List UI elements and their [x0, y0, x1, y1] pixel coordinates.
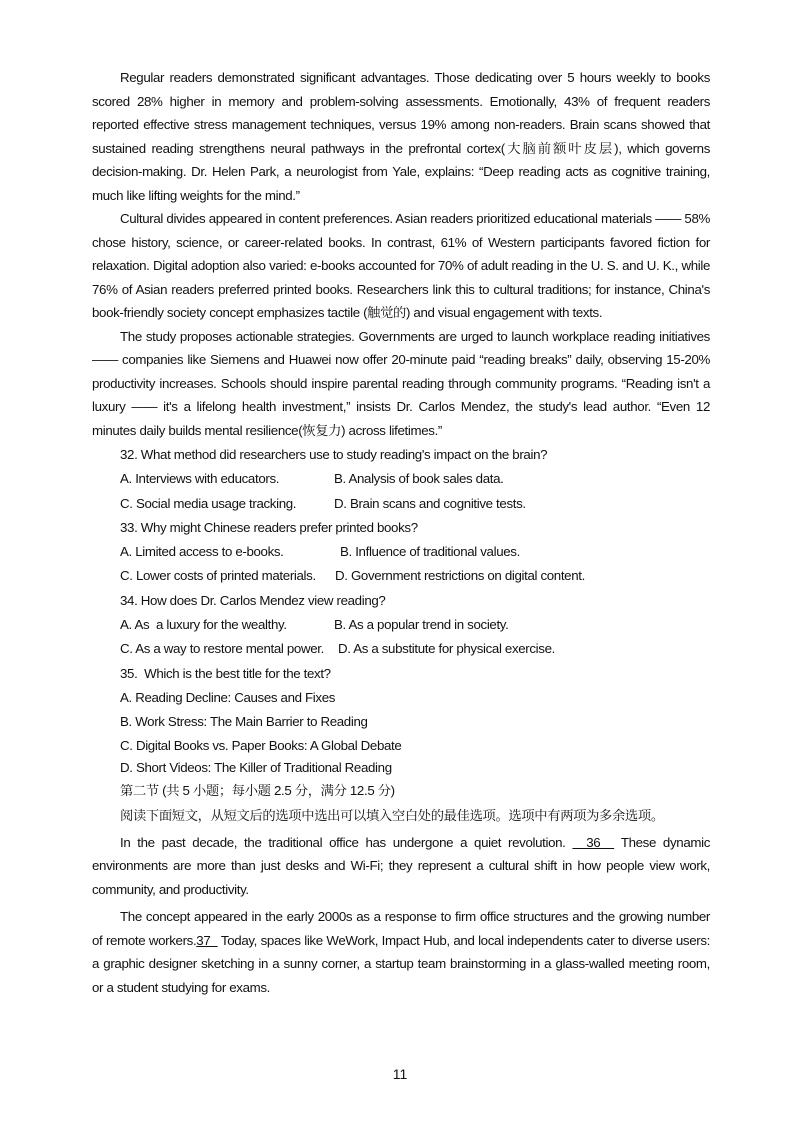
cloze-text: In the past decade, the traditional office has undergone a quiet revolution.	[120, 834, 573, 850]
option-a[interactable]: A. Reading Decline: Causes and Fixes	[120, 689, 336, 705]
option-row	[92, 637, 710, 661]
option-b[interactable]: B. Influence of traditional values.	[340, 544, 520, 560]
option-d[interactable]: D. Government restrictions on digital content.	[335, 568, 585, 584]
question-stem: 35. Which is the best title for the text?	[120, 665, 331, 681]
passage-paragraph: The study proposes actionable strategies. Governments are urged to launch workplace reading initiatives —— companies like Siemens and Huawei now offer 20-minute paid “reading breaks” daily, observing 15-20% productivity increases. Schools should inspire parental reading through community programs. “Reading isn't a luxury —— it's a lifelong health investment,” insists Dr. Carlos Mendez, the study's lead author. “Even 12 minutes daily builds mental resilience(恢复力) across lifetimes.”	[92, 328, 710, 438]
option-a[interactable]: A. Limited access to e-books.	[120, 544, 284, 560]
question-34	[92, 589, 710, 662]
option-b[interactable]: B. Work Stress: The Main Barrier to Reading	[120, 714, 368, 730]
question-32	[92, 443, 710, 516]
section-heading: 第二节 (共 5 小题；每小题 2.5 分，满分 12.5 分)	[120, 782, 395, 798]
option-row	[92, 613, 710, 637]
option-c[interactable]: C. Lower costs of printed materials.	[120, 568, 316, 584]
option-a[interactable]: A. As a luxury for the wealthy.	[120, 617, 287, 633]
option-row	[92, 564, 710, 588]
cloze-paragraph-2	[92, 905, 710, 999]
option-d[interactable]: D. As a substitute for physical exercise.	[338, 641, 555, 657]
cloze-paragraph-1	[92, 831, 710, 902]
option-a[interactable]: A. Interviews with educators.	[120, 471, 280, 487]
option-row	[92, 540, 710, 564]
blank-37[interactable]: 37	[196, 932, 218, 948]
option-b[interactable]: B. As a popular trend in society.	[334, 617, 509, 633]
blank-36[interactable]: 36	[572, 834, 615, 850]
question-stem: 32. What method did researchers use to study reading's impact on the brain?	[120, 447, 548, 462]
option-c[interactable]: C. Social media usage tracking.	[120, 495, 297, 511]
exam-page	[92, 66, 710, 999]
question-35	[92, 662, 710, 779]
cloze-text: The concept appeared in the early 2000s as a response to firm office structures and the growing number of remote workers.	[92, 909, 710, 948]
option-row	[92, 467, 710, 491]
passage-paragraph: Cultural divides appeared in content preferences. Asian readers prioritized educational materials —— 58% chose history, science, or career-related books. In contrast, 61% of Western participants favored fiction for relaxation. Digital adoption also varied: e-books accounted for 70% of adult reading in the U. S. and U. K., while 76% of Asian readers preferred printed books. Researchers link this to cultural traditions; for instance, China's book-friendly society concept emphasizes tactile (触觉的) and visual engagement with texts.	[92, 211, 710, 320]
cloze-text: Today, spaces like WeWork, Impact Hub, and local independents cater to diverse users: a graphic designer sketching in a sunny corner, a startup team brainstorming in a glass-walled meeting room, or a student studying for exams.	[92, 932, 710, 995]
question-33	[92, 516, 710, 589]
passage-paragraph: Regular readers demonstrated significant advantages. Those dedicating over 5 hours weekly to books scored 28% higher in memory and problem-solving assessments. Emotionally, 43% of frequent readers reported effective stress management techniques, versus 19% among non-readers. Brain scans showed that sustained reading strengthens neural pathways in the prefrontal cortex(大脑前额叶皮层), which governs decision-making. Dr. Helen Park, a neurologist from Yale, explains: “Deep reading acts as cognitive training, much like lifting weights for the mind.”	[92, 70, 710, 203]
option-d[interactable]: D. Brain scans and cognitive tests.	[334, 495, 526, 511]
option-d[interactable]: D. Short Videos: The Killer of Traditional Reading	[120, 759, 392, 775]
question-stem: 33. Why might Chinese readers prefer printed books?	[120, 519, 418, 535]
cloze-text: These dynamic environments are more than just desks and Wi-Fi; they represent a cultural shift in how people view work, community, and productivity.	[92, 834, 710, 897]
option-b[interactable]: B. Analysis of book sales data.	[334, 471, 504, 487]
question-stem: 34. How does Dr. Carlos Mendez view reading?	[120, 592, 386, 608]
option-c[interactable]: C. As a way to restore mental power.	[120, 641, 324, 657]
section-instruction: 阅读下面短文，从短文后的选项中选出可以填入空白处的最佳选项。选项中有两项为多余选项。	[120, 807, 664, 823]
page-number: 11	[392, 1066, 408, 1082]
option-row	[92, 492, 710, 516]
option-c[interactable]: C. Digital Books vs. Paper Books: A Global Debate	[120, 737, 402, 753]
